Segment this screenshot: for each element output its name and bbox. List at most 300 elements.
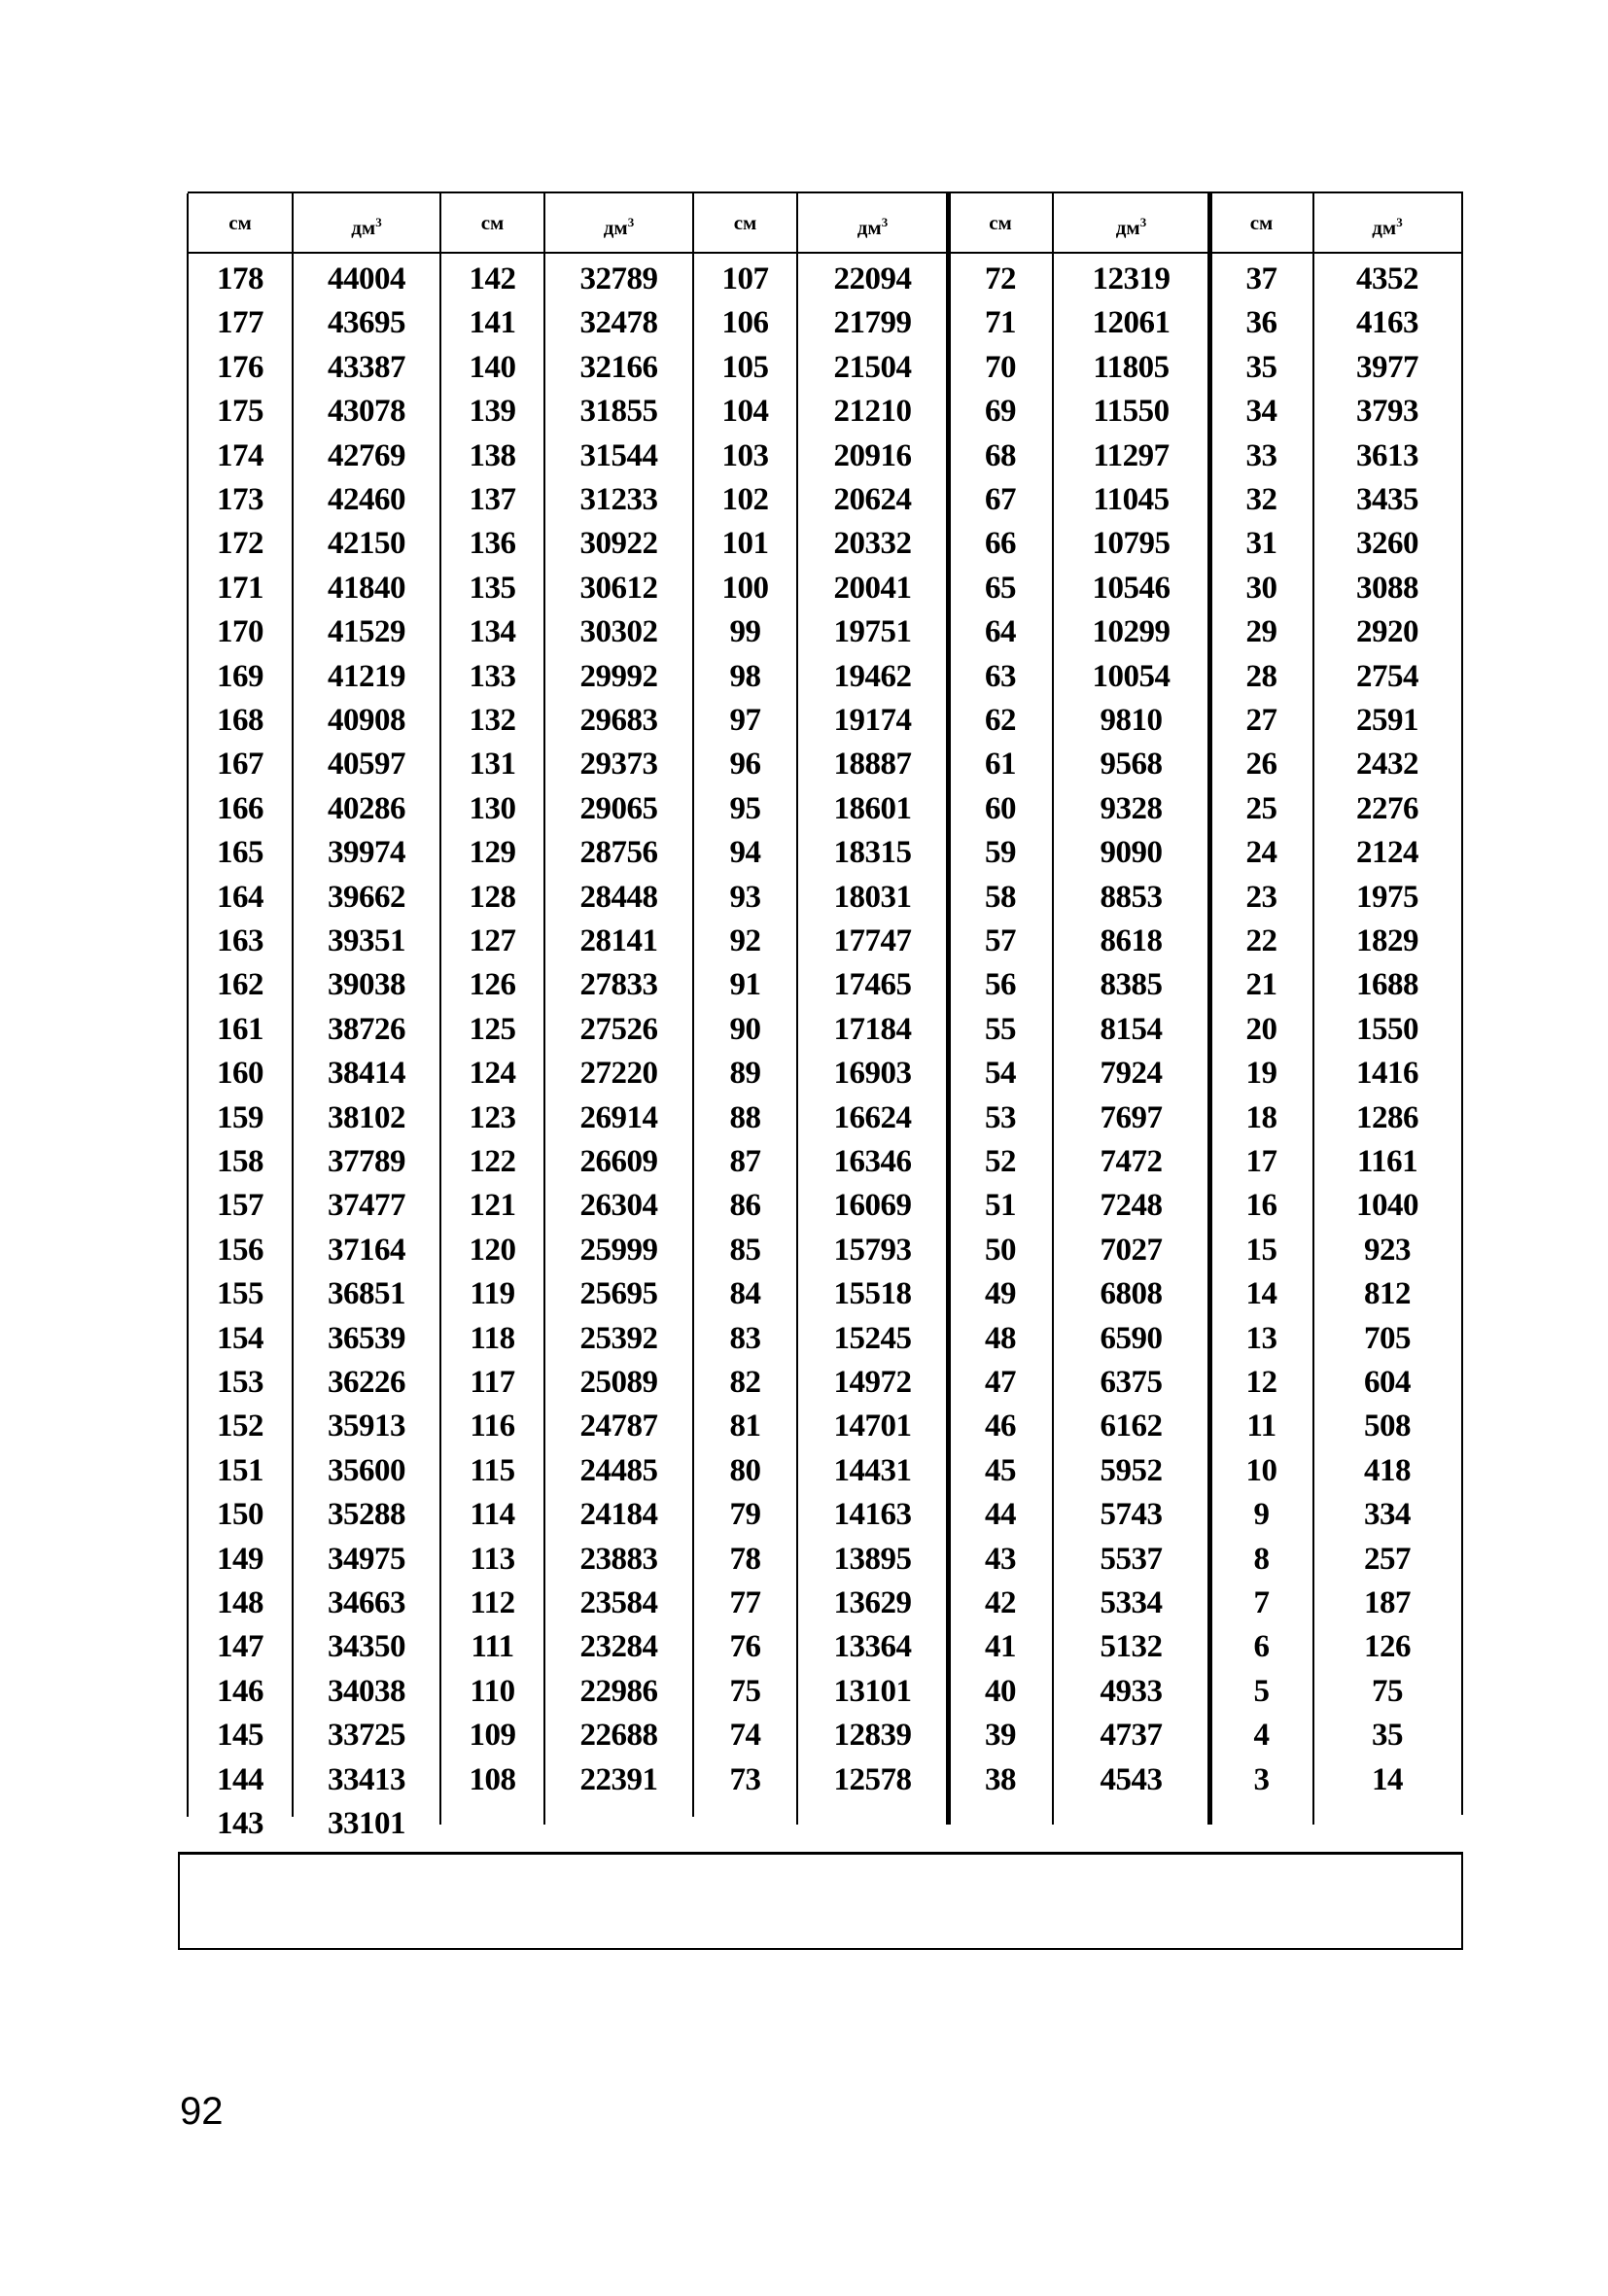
cell-dm3: 9568 [1100, 747, 1163, 783]
cell-cm: 7 [1253, 1585, 1270, 1620]
cell-cm: 44 [985, 1497, 1016, 1533]
cell-dm3: 33101 [328, 1806, 405, 1841]
cell-cm: 82 [729, 1365, 761, 1400]
cell-dm3: 4543 [1100, 1761, 1163, 1797]
cell-dm3: 31544 [579, 437, 658, 473]
cell-cm: 100 [721, 570, 769, 606]
cell-cm: 75 [729, 1673, 761, 1709]
cell-cm: 27 [1245, 703, 1277, 738]
cell-dm3: 22391 [579, 1761, 658, 1797]
cell-cm: 6 [1253, 1629, 1270, 1665]
cell-cm: 91 [729, 967, 761, 1003]
column-header-exponent: 3 [1139, 215, 1147, 229]
cell-dm3: 23584 [579, 1585, 658, 1620]
cell-dm3: 21504 [833, 349, 912, 385]
cell-dm3: 334 [1364, 1497, 1411, 1533]
cell-cm: 160 [217, 1056, 263, 1092]
cell-cm: 102 [721, 482, 769, 517]
cell-cm: 144 [217, 1761, 263, 1797]
cell-cm: 139 [469, 394, 516, 430]
cell-cm: 138 [469, 437, 516, 473]
cell-cm: 12 [1245, 1365, 1277, 1400]
cell-dm3: 705 [1364, 1320, 1411, 1356]
cell-cm: 29 [1245, 614, 1277, 650]
cell-cm: 74 [729, 1718, 761, 1754]
cell-cm: 149 [217, 1541, 263, 1577]
cell-dm3: 8154 [1100, 1011, 1163, 1047]
cell-cm: 103 [721, 437, 769, 473]
column-header-dm3 [544, 193, 693, 252]
cell-dm3: 9328 [1100, 790, 1163, 826]
cell-dm3: 28448 [579, 879, 658, 915]
cell-dm3: 20624 [833, 482, 912, 517]
cell-cm: 9 [1253, 1497, 1270, 1533]
column-header-cm: см [480, 211, 505, 234]
cell-dm3: 32789 [579, 261, 658, 296]
column-header-dm-label: дм [603, 216, 628, 239]
cell-cm: 121 [469, 1188, 516, 1224]
cell-cm: 106 [721, 305, 769, 341]
cell-dm3: 30302 [579, 614, 658, 650]
cell-cm: 119 [470, 1276, 515, 1312]
cell-cm: 83 [729, 1320, 761, 1356]
cell-dm3: 35 [1372, 1718, 1403, 1754]
cell-cm: 59 [985, 835, 1016, 871]
cell-dm3: 25392 [579, 1320, 658, 1356]
cell-cm: 78 [729, 1541, 761, 1577]
cell-cm: 68 [985, 437, 1016, 473]
cell-dm3: 10299 [1092, 614, 1171, 650]
cell-dm3: 41840 [328, 570, 405, 606]
cell-cm: 47 [985, 1365, 1016, 1400]
cell-cm: 15 [1245, 1232, 1277, 1268]
cell-dm3: 17465 [833, 967, 912, 1003]
cell-cm: 116 [470, 1409, 515, 1444]
cell-dm3: 28756 [579, 835, 658, 871]
cell-dm3: 13629 [833, 1585, 912, 1620]
cell-dm3: 12839 [833, 1718, 912, 1754]
cell-dm3: 9810 [1100, 703, 1163, 738]
cell-dm3: 1688 [1356, 967, 1418, 1003]
cell-cm: 99 [729, 614, 761, 650]
cell-dm3: 18601 [833, 790, 912, 826]
cell-cm: 34 [1245, 394, 1277, 430]
cell-dm3: 6375 [1100, 1365, 1163, 1400]
cell-cm: 155 [217, 1276, 263, 1312]
cell-cm: 156 [217, 1232, 263, 1268]
cell-cm: 67 [985, 482, 1016, 517]
cell-cm: 4 [1253, 1718, 1270, 1754]
cell-cm: 171 [217, 570, 263, 606]
cell-cm: 101 [721, 526, 769, 562]
cell-cm: 115 [470, 1452, 515, 1488]
cell-cm: 5 [1253, 1673, 1270, 1709]
cell-dm3: 14701 [833, 1409, 912, 1444]
cell-dm3: 15793 [833, 1232, 912, 1268]
cell-cm: 77 [729, 1585, 761, 1620]
cell-cm: 170 [217, 614, 263, 650]
cell-cm: 113 [470, 1541, 515, 1577]
cell-dm3: 14163 [833, 1497, 912, 1533]
cell-dm3: 7924 [1100, 1056, 1163, 1092]
cell-dm3: 41529 [328, 614, 405, 650]
cell-dm3: 8618 [1100, 923, 1163, 958]
cell-dm3: 1416 [1356, 1056, 1418, 1092]
cell-cm: 73 [729, 1761, 761, 1797]
cell-dm3: 6162 [1100, 1409, 1163, 1444]
cell-dm3: 19462 [833, 658, 912, 694]
cell-cm: 136 [469, 526, 516, 562]
cell-dm3: 39038 [328, 967, 405, 1003]
cell-cm: 128 [469, 879, 516, 915]
cell-cm: 125 [469, 1011, 516, 1047]
cell-cm: 36 [1245, 305, 1277, 341]
cell-cm: 123 [469, 1099, 516, 1135]
cell-dm3: 40597 [328, 747, 405, 783]
cell-cm: 81 [729, 1409, 761, 1444]
cell-cm: 114 [470, 1497, 515, 1533]
cell-cm: 20 [1245, 1011, 1277, 1047]
cell-dm3: 126 [1364, 1629, 1411, 1665]
cell-dm3: 3088 [1356, 570, 1418, 606]
cell-dm3: 2124 [1356, 835, 1418, 871]
cell-cm: 157 [217, 1188, 263, 1224]
cell-cm: 17 [1245, 1144, 1277, 1179]
cell-cm: 141 [469, 305, 516, 341]
column-header-dm-label: дм [351, 216, 376, 239]
cell-dm3: 39351 [328, 923, 405, 958]
cell-dm3: 25695 [579, 1276, 658, 1312]
cell-dm3: 2591 [1356, 703, 1418, 738]
cell-cm: 167 [217, 747, 263, 783]
cell-cm: 109 [469, 1718, 516, 1754]
cell-dm3: 33413 [328, 1761, 405, 1797]
cell-dm3: 14 [1372, 1761, 1403, 1797]
cell-cm: 140 [469, 349, 516, 385]
cell-dm3: 2754 [1356, 658, 1418, 694]
cell-cm: 11 [1246, 1409, 1276, 1444]
cell-dm3: 11045 [1093, 482, 1170, 517]
cell-cm: 174 [217, 437, 263, 473]
cell-cm: 94 [729, 835, 761, 871]
cell-dm3: 1550 [1356, 1011, 1418, 1047]
cell-dm3: 18887 [833, 747, 912, 783]
cell-cm: 135 [469, 570, 516, 606]
table-footer-box [178, 1852, 1463, 1950]
cell-dm3: 34975 [328, 1541, 405, 1577]
cell-cm: 159 [217, 1099, 263, 1135]
cell-cm: 92 [729, 923, 761, 958]
cell-cm: 88 [729, 1099, 761, 1135]
cell-dm3: 35600 [328, 1452, 405, 1488]
cell-dm3: 5334 [1100, 1585, 1163, 1620]
cell-dm3: 8385 [1100, 967, 1163, 1003]
cell-cm: 147 [217, 1629, 263, 1665]
cell-dm3: 23284 [579, 1629, 658, 1665]
cell-cm: 32 [1245, 482, 1277, 517]
cell-dm3: 7248 [1100, 1188, 1163, 1224]
cell-dm3: 13101 [833, 1673, 912, 1709]
cell-dm3: 43695 [328, 305, 405, 341]
cell-dm3: 4163 [1356, 305, 1418, 341]
cell-dm3: 13364 [833, 1629, 912, 1665]
cell-dm3: 37164 [328, 1232, 405, 1268]
cell-cm: 97 [729, 703, 761, 738]
cell-cm: 164 [217, 879, 263, 915]
cell-dm3: 24184 [579, 1497, 658, 1533]
cell-dm3: 29683 [579, 703, 658, 738]
cell-dm3: 21210 [833, 394, 912, 430]
cell-dm3: 43387 [328, 349, 405, 385]
cell-cm: 80 [729, 1452, 761, 1488]
cell-cm: 28 [1245, 658, 1277, 694]
cell-cm: 118 [470, 1320, 515, 1356]
cell-dm3: 3613 [1356, 437, 1418, 473]
cell-dm3: 14972 [833, 1365, 912, 1400]
cell-dm3: 4933 [1100, 1673, 1163, 1709]
cell-dm3: 27220 [579, 1056, 658, 1092]
cell-dm3: 11297 [1093, 437, 1170, 473]
cell-cm: 71 [985, 305, 1016, 341]
cell-dm3: 5537 [1100, 1541, 1163, 1577]
cell-dm3: 34038 [328, 1673, 405, 1709]
cell-dm3: 40286 [328, 790, 405, 826]
cell-dm3: 1040 [1356, 1188, 1418, 1224]
cell-dm3: 508 [1364, 1409, 1411, 1444]
cell-cm: 63 [985, 658, 1016, 694]
cell-cm: 98 [729, 658, 761, 694]
cell-cm: 131 [469, 747, 516, 783]
cell-dm3: 12319 [1092, 261, 1171, 296]
cell-dm3: 8853 [1100, 879, 1163, 915]
cell-dm3: 43078 [328, 394, 405, 430]
cell-cm: 173 [217, 482, 263, 517]
cell-cm: 108 [469, 1761, 516, 1797]
column-header-dm-label: дм [1372, 216, 1397, 239]
cell-cm: 21 [1245, 967, 1277, 1003]
cell-cm: 66 [985, 526, 1016, 562]
cell-cm: 112 [470, 1585, 515, 1620]
cell-dm3: 29373 [579, 747, 658, 783]
cell-cm: 105 [721, 349, 769, 385]
cell-cm: 166 [217, 790, 263, 826]
cell-cm: 153 [217, 1365, 263, 1400]
cell-cm: 158 [217, 1144, 263, 1179]
cell-dm3: 38726 [328, 1011, 405, 1047]
cell-dm3: 10795 [1092, 526, 1171, 562]
cell-cm: 10 [1245, 1452, 1277, 1488]
cell-dm3: 39974 [328, 835, 405, 871]
cell-dm3: 14431 [833, 1452, 912, 1488]
cell-dm3: 30612 [579, 570, 658, 606]
cell-cm: 142 [469, 261, 516, 296]
column-header-cm: см [989, 211, 1012, 234]
cell-dm3: 1975 [1356, 879, 1418, 915]
cell-dm3: 22688 [579, 1718, 658, 1754]
cell-cm: 107 [721, 261, 769, 296]
cell-cm: 52 [985, 1144, 1016, 1179]
cell-cm: 22 [1245, 923, 1277, 958]
cell-dm3: 812 [1364, 1276, 1411, 1312]
cell-dm3: 5132 [1100, 1629, 1163, 1665]
cell-dm3: 257 [1364, 1541, 1411, 1577]
cell-cm: 172 [217, 526, 263, 562]
cell-dm3: 3977 [1356, 349, 1418, 385]
cell-dm3: 37789 [328, 1144, 405, 1179]
cell-dm3: 42150 [328, 526, 405, 562]
cell-dm3: 604 [1364, 1365, 1411, 1400]
cell-cm: 30 [1245, 570, 1277, 606]
cell-cm: 38 [985, 1761, 1016, 1797]
cell-dm3: 38414 [328, 1056, 405, 1092]
cell-dm3: 6590 [1100, 1320, 1163, 1356]
cell-cm: 31 [1245, 526, 1277, 562]
cell-cm: 54 [985, 1056, 1016, 1092]
cell-dm3: 13895 [833, 1541, 912, 1577]
cell-dm3: 24787 [579, 1409, 658, 1444]
cell-cm: 51 [985, 1188, 1016, 1224]
column-header-cm: см [733, 211, 757, 234]
cell-dm3: 17747 [833, 923, 912, 958]
cell-dm3: 16624 [833, 1099, 912, 1135]
cell-cm: 148 [217, 1585, 263, 1620]
cell-cm: 90 [729, 1011, 761, 1047]
cell-dm3: 25999 [579, 1232, 658, 1268]
cell-dm3: 15245 [833, 1320, 912, 1356]
cell-cm: 46 [985, 1409, 1016, 1444]
column-header-dm-label: дм [856, 216, 882, 239]
cell-cm: 55 [985, 1011, 1016, 1047]
cell-cm: 85 [729, 1232, 761, 1268]
cell-dm3: 1829 [1356, 923, 1418, 958]
cell-dm3: 2920 [1356, 614, 1418, 650]
cell-dm3: 42460 [328, 482, 405, 517]
cell-dm3: 7027 [1100, 1232, 1163, 1268]
cell-cm: 175 [217, 394, 263, 430]
cell-dm3: 44004 [328, 261, 405, 296]
cell-cm: 87 [729, 1144, 761, 1179]
cell-dm3: 34350 [328, 1629, 405, 1665]
cell-cm: 45 [985, 1452, 1016, 1488]
cell-dm3: 11805 [1093, 349, 1170, 385]
cell-cm: 24 [1245, 835, 1277, 871]
cell-cm: 122 [469, 1144, 516, 1179]
cell-dm3: 5952 [1100, 1452, 1163, 1488]
cell-cm: 19 [1245, 1056, 1277, 1092]
cell-dm3: 2276 [1356, 790, 1418, 826]
cell-cm: 129 [469, 835, 516, 871]
cell-cm: 33 [1245, 437, 1277, 473]
cell-cm: 41 [985, 1629, 1016, 1665]
cell-cm: 169 [217, 658, 263, 694]
cell-dm3: 10546 [1092, 570, 1171, 606]
cell-cm: 72 [985, 261, 1016, 296]
column-header-exponent: 3 [881, 215, 889, 229]
cell-cm: 134 [469, 614, 516, 650]
cell-dm3: 7472 [1100, 1144, 1163, 1179]
cell-dm3: 27833 [579, 967, 658, 1003]
cell-dm3: 33725 [328, 1718, 405, 1754]
column-header-cm: см [228, 211, 252, 234]
cell-dm3: 6808 [1100, 1276, 1163, 1312]
cell-cm: 39 [985, 1718, 1016, 1754]
cell-cm: 165 [217, 835, 263, 871]
cell-dm3: 19751 [833, 614, 912, 650]
cell-cm: 14 [1245, 1276, 1277, 1312]
cell-cm: 86 [729, 1188, 761, 1224]
cell-dm3: 187 [1364, 1585, 1411, 1620]
cell-dm3: 1161 [1356, 1144, 1418, 1179]
cell-dm3: 20041 [833, 570, 912, 606]
cell-dm3: 75 [1372, 1673, 1403, 1709]
cell-dm3: 18315 [833, 835, 912, 871]
cell-cm: 13 [1245, 1320, 1277, 1356]
cell-dm3: 11550 [1093, 394, 1170, 430]
cell-cm: 133 [469, 658, 516, 694]
cell-cm: 93 [729, 879, 761, 915]
cell-dm3: 2432 [1356, 747, 1418, 783]
column-header-dm-label: дм [1115, 216, 1140, 239]
header-rule [188, 252, 1461, 254]
cell-dm3: 17184 [833, 1011, 912, 1047]
cell-cm: 168 [217, 703, 263, 738]
cell-dm3: 24485 [579, 1452, 658, 1488]
column-header-exponent: 3 [375, 215, 382, 229]
cell-cm: 137 [469, 482, 516, 517]
cell-dm3: 34663 [328, 1585, 405, 1620]
cell-cm: 58 [985, 879, 1016, 915]
cell-cm: 37 [1245, 261, 1277, 296]
cell-dm3: 25089 [579, 1365, 658, 1400]
column-header-dm3 [1313, 193, 1461, 252]
cell-cm: 40 [985, 1673, 1016, 1709]
cell-dm3: 20916 [833, 437, 912, 473]
volume-table [188, 191, 1463, 1841]
cell-cm: 48 [985, 1320, 1016, 1356]
cell-cm: 154 [217, 1320, 263, 1356]
cell-dm3: 21799 [833, 305, 912, 341]
cell-dm3: 31855 [579, 394, 658, 430]
cell-dm3: 9090 [1100, 835, 1163, 871]
cell-cm: 69 [985, 394, 1016, 430]
cell-cm: 110 [470, 1673, 515, 1709]
cell-dm3: 15518 [833, 1276, 912, 1312]
cell-dm3: 418 [1364, 1452, 1411, 1488]
cell-cm: 89 [729, 1056, 761, 1092]
cell-cm: 150 [217, 1497, 263, 1533]
cell-cm: 57 [985, 923, 1016, 958]
cell-cm: 43 [985, 1541, 1016, 1577]
cell-cm: 79 [729, 1497, 761, 1533]
cell-cm: 23 [1245, 879, 1277, 915]
cell-cm: 95 [729, 790, 761, 826]
cell-dm3: 5743 [1100, 1497, 1163, 1533]
cell-dm3: 38102 [328, 1099, 405, 1135]
cell-dm3: 27526 [579, 1011, 658, 1047]
cell-cm: 126 [469, 967, 516, 1003]
cell-cm: 163 [217, 923, 263, 958]
cell-dm3: 35913 [328, 1409, 405, 1444]
cell-dm3: 16069 [833, 1188, 912, 1224]
cell-dm3: 3260 [1356, 526, 1418, 562]
column-header-dm3 [1053, 193, 1209, 252]
cell-cm: 26 [1245, 747, 1277, 783]
cell-dm3: 10054 [1092, 658, 1171, 694]
cell-dm3: 22094 [833, 261, 912, 296]
cell-dm3: 39662 [328, 879, 405, 915]
cell-dm3: 42769 [328, 437, 405, 473]
cell-cm: 151 [217, 1452, 263, 1488]
